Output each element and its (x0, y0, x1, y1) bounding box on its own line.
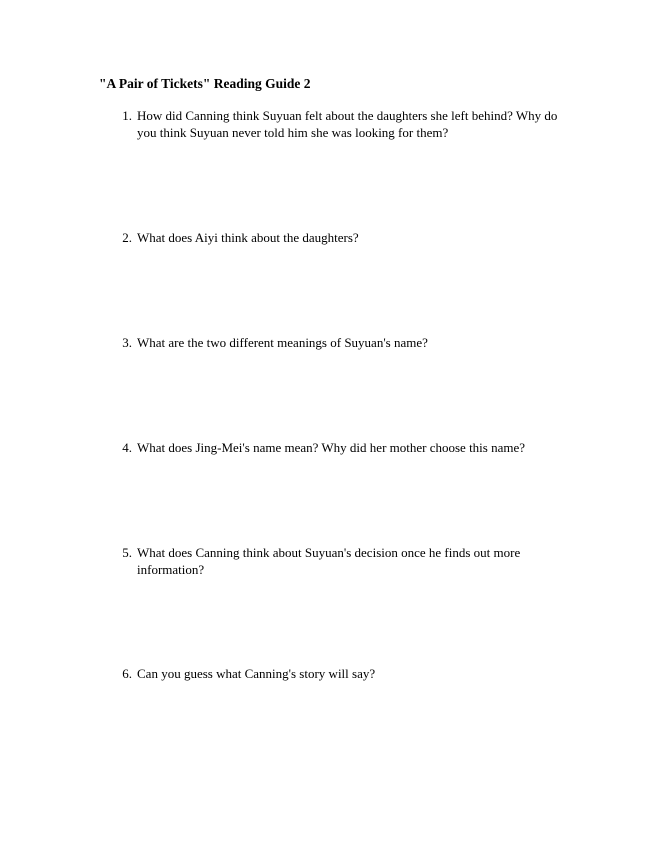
question-number: 6. (122, 666, 132, 681)
question-text: What does Canning think about Suyuan's decision once he finds out more information? (137, 545, 521, 577)
question-number: 3. (122, 335, 132, 350)
question-number: 4. (122, 440, 132, 455)
question-number: 1. (122, 108, 132, 123)
question-text: Can you guess what Canning's story will say? (137, 666, 376, 681)
question-text: What are the two different meanings of Suyuan's name? (137, 335, 428, 350)
question-number: 2. (122, 230, 132, 245)
question-text: What does Aiyi think about the daughters? (137, 230, 359, 245)
question-text: What does Jing-Mei's name mean? Why did her mother choose this name? (137, 440, 526, 455)
question-text: How did Canning think Suyuan felt about the daughters she left behind? Why do you think Suyuan never told him she was looking for them? (137, 108, 558, 140)
question-number: 5. (122, 545, 132, 560)
document-title: "A Pair of Tickets" Reading Guide 2 (99, 76, 311, 91)
